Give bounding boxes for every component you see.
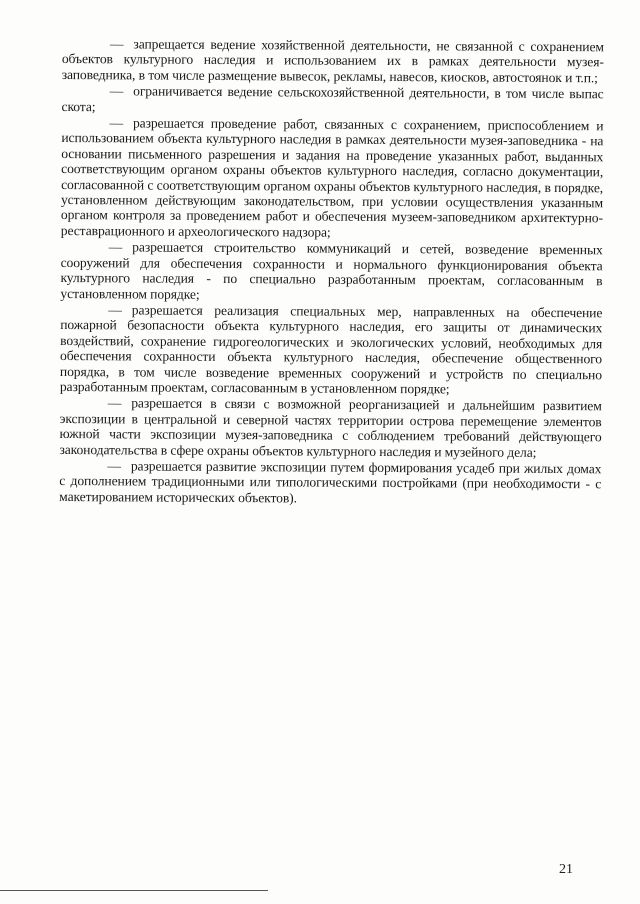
list-item [60, 302, 603, 398]
list-dash: — [109, 83, 124, 99]
list-item-text: разрешается проведение работ, связанных с сохранением, приспособлением и использованием объекта культурного наследия в рамках деятельности музея-заповедника - на основании письменного разрешения и задания на проведение указанных работ, выданных соответствующим органом охраны объектов культурного наследия, согласно документации, согласованной с соответствующим органом охраны объектов культурного наследия, в порядке, установленном действующим законодательством, при условии осуществления указанным органом контроля за проведением работ и обеспечения музеем-заповедником архитектурно-реставрационного и археологического надзора; [60, 115, 604, 240]
body-text [59, 36, 604, 508]
list-item [59, 395, 601, 460]
list-dash: — [107, 458, 121, 474]
list-dash: — [108, 239, 123, 255]
list-item-text: запрещается ведение хозяйственной деятельности, не связанной с сохранением объектов культурного наследия и использованием их в рамках деятельности музея-заповедника, в том числе размещение вывесок, рекламы, навесов, киосков, автостоянок и т.п.; [61, 36, 604, 86]
list-item-text: ограничивается ведение сельскохозяйственной деятельности, в том числе выпас скота; [61, 83, 604, 114]
list-item [62, 36, 604, 86]
page-number: 21 [559, 862, 573, 877]
list-dash: — [109, 115, 124, 131]
list-dash: — [108, 302, 122, 318]
list-item-text: разрешается развитие экспозиции путем формирования усадеб при жилых домах с дополнением традиционными или типологическими постройками (при необходимости - с макетированием исторических объектов). [59, 458, 602, 506]
list-item [62, 83, 604, 117]
list-dash: — [109, 36, 124, 52]
list-item-text: разрешается в связи с возможной реорганизацией и дальнейшим развитием экспозиции в центральной и северной частях территории острова перемещение элементов южной части экспозиции музея-заповедника с соблюдением требований действующего законодательства в сфере охраны объектов культурного наследия и музейного дела; [59, 395, 602, 460]
footer-divider [0, 890, 268, 891]
list-item-text: разрешается строительство коммуникаций и сетей, возведение временных сооружений для обеспечения сохранности и нормального функционирования объекта культурного наследия - по специально разработанным проектам, согласованным в установленном порядке; [60, 239, 603, 302]
list-item [60, 239, 602, 304]
list-dash: — [107, 395, 122, 411]
list-item [59, 458, 601, 508]
list-item-text: разрешается реализация специальных мер, направленных на обеспечение пожарной безопасности объекта культурного наследия, его защиты от динамических воздействий, сохранение гидрогеологических и экологических условий, необходимых для обеспечения сохранности объекта культурного наследия, обеспечение общественного порядка, в том числе возведение временных сооружений и устройств по специально разработанным проектам, согласованным в установленном порядке; [59, 302, 603, 397]
list-item [61, 115, 604, 242]
